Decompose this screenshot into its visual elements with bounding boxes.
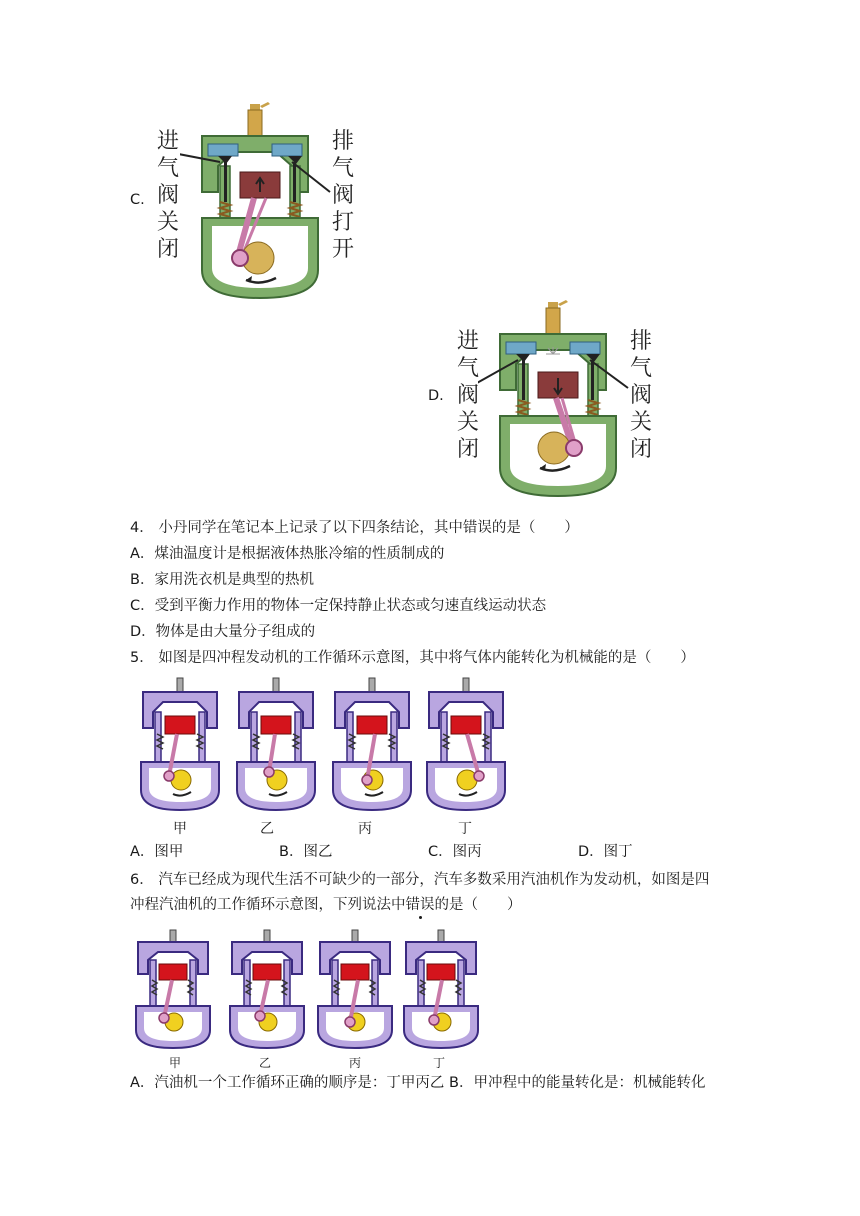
caption-ding-q6: 丁 xyxy=(432,1056,445,1070)
caption-jia-q5: 甲 xyxy=(173,821,187,837)
emphasized-word: 错误 xyxy=(405,897,435,913)
caption-jia-q6: 甲 xyxy=(168,1056,181,1070)
question-5-option-d: D．图丁 xyxy=(578,844,633,860)
caption-yi-q5: 乙 xyxy=(260,821,274,837)
engine-diagram-d xyxy=(478,298,638,503)
question-5-option-a: A．图甲 xyxy=(130,844,184,860)
question-4-stem: 4． 小丹同学在笔记本上记录了以下四条结论，其中错误的是（ ） xyxy=(130,520,579,536)
question-6-stem-line-1: 6． 汽车已经成为现代生活不可缺少的一部分，汽车多数采用汽油机作为发动机，如图是四 xyxy=(130,872,710,888)
question-6-stem-line-2: 冲程汽油机的工作循环示意图，下列说法中错误的是（ ） xyxy=(130,897,522,913)
intake-valve-label-c: 进 气 阀 关 闭 xyxy=(156,129,179,262)
option-d-label: D. xyxy=(428,388,444,404)
four-stroke-cycle-diagram-q6 xyxy=(132,928,492,1054)
question-5-option-c: C．图丙 xyxy=(428,844,482,860)
question-5-option-b: B．图乙 xyxy=(279,844,333,860)
engine-diagram-c xyxy=(180,100,340,305)
caption-bing-q6: 丙 xyxy=(348,1056,361,1070)
caption-ding-q5: 丁 xyxy=(458,821,472,837)
four-stroke-cycle-diagram-q5 xyxy=(135,676,515,816)
question-4-option-d: D．物体是由大量分子组成的 xyxy=(130,624,316,640)
question-4-option-c: C．受到平衡力作用的物体一定保持静止状态或匀速直线运动状态 xyxy=(130,598,547,614)
exhaust-valve-label-d: 排 气 阀 关 闭 xyxy=(629,329,652,462)
question-6-options-line: A．汽油机一个工作循环正确的顺序是：丁甲丙乙 B．甲冲程中的能量转化是：机械能转化 xyxy=(130,1075,706,1091)
question-4-option-b: B．家用洗衣机是典型的热机 xyxy=(130,572,314,588)
caption-bing-q5: 丙 xyxy=(358,821,372,837)
intake-valve-label-d: 进 气 阀 关 闭 xyxy=(456,329,479,462)
option-c-label: C. xyxy=(130,192,145,208)
exhaust-valve-label-c: 排 气 阀 打 开 xyxy=(331,129,354,262)
caption-yi-q6: 乙 xyxy=(258,1056,271,1070)
question-5-stem: 5． 如图是四冲程发动机的工作循环示意图，其中将气体内能转化为机械能的是（ ） xyxy=(130,650,695,666)
question-4-option-a: A．煤油温度计是根据液体热胀冷缩的性质制成的 xyxy=(130,546,445,562)
